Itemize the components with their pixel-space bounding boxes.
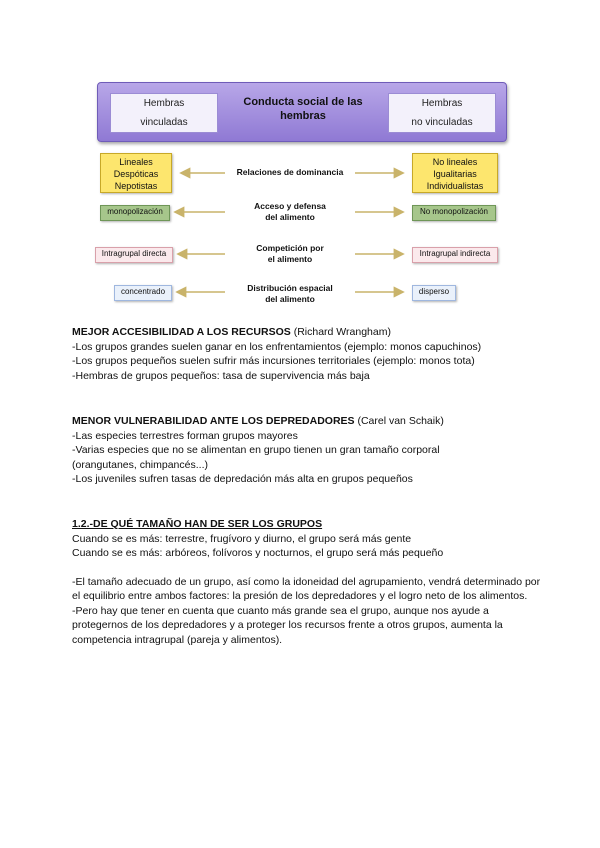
competition-label-line: Competición por <box>256 243 324 253</box>
section-predators-author: (Carel van Schaik) <box>354 415 444 427</box>
header-left-line1: Hembras <box>143 98 185 109</box>
header-right-line1: Hembras <box>421 98 463 109</box>
header-left-line2: vinculadas <box>140 117 188 128</box>
section-resources-line: -Los grupos pequeños suelen sufrir más incursiones territoriales (ejemplo: monos tota) <box>72 355 475 367</box>
competition-left-label: Intragrupal directa <box>101 249 167 258</box>
section-resources-line: -Los grupos grandes suelen ganar en los enfrentamientos (ejemplo: monos capuchinos) <box>72 340 482 353</box>
section-group-size-title: 1.2.-DE QUÉ TAMAÑO HAN DE SER LOS GRUPOS <box>72 518 323 530</box>
section-group-size-line: Cuando se es más: terrestre, frugívoro y diurno, el grupo será más gente <box>72 532 412 545</box>
access-right-label: No monopolización <box>419 207 489 216</box>
competition-right-label: Intragrupal indirecta <box>419 249 491 258</box>
section-group-size-paragraph: -Pero hay que tener en cuenta que cuanto más grande sea el grupo, aunque nos ayude a protegernos de los depredadores y a proteger los recursos frente a otros grupos, aumenta la competencia intragrupal (pareja y alimentos). <box>72 604 503 646</box>
dominance-left-line: Lineales <box>119 157 153 167</box>
section-predators-title: MENOR VULNERABILIDAD ANTE LOS DEPREDADORES <box>72 415 355 427</box>
diagram-title-line1: Conducta social de las <box>243 96 363 108</box>
dominance-right-line: Igualitarias <box>433 169 477 179</box>
access-label-line: Acceso y defensa <box>254 201 326 211</box>
distribution-label-line: Distribución espacial <box>247 283 333 293</box>
competition-label-line: el alimento <box>267 254 313 264</box>
access-left-label: monopolización <box>107 207 163 216</box>
section-predators-line: -Varias especies que no se alimentan en grupo tienen un gran tamaño corporal <box>72 444 440 456</box>
section-resources-title: MEJOR ACCESIBILIDAD A LOS RECURSOS <box>72 326 291 338</box>
distribution-right-label: disperso <box>418 287 450 296</box>
dominance-label-line: Relaciones de dominancia <box>236 167 344 177</box>
section-group-size <box>72 517 542 647</box>
dominance-right-line: No lineales <box>432 157 478 167</box>
distribution-left-label: concentrado <box>120 287 166 296</box>
distribution-label-line: del alimento <box>265 294 315 304</box>
diagram-arrows <box>0 0 600 320</box>
section-predators-line: -Las especies terrestres forman grupos mayores <box>72 429 298 442</box>
section-predators-line: (orangutanes, chimpancés...) <box>72 458 208 471</box>
section-resources <box>72 325 542 383</box>
section-group-size-line: Cuando se es más: arbóreos, folívoros y nocturnos, el grupo será más pequeño <box>72 547 444 559</box>
section-resources-line: -Hembras de grupos pequeños: tasa de supervivencia más baja <box>72 369 370 382</box>
section-group-size-paragraph: -El tamaño adecuado de un grupo, así como la idoneidad del agrupamiento, vendrá determinado por el equilibrio entre ambos factores: la presión de los depredadores y el logro neto de los alimentos. <box>72 575 541 602</box>
dominance-left-line: Nepotistas <box>114 181 158 191</box>
access-label-line: del alimento <box>265 212 315 222</box>
section-predators <box>72 414 542 487</box>
diagram-title-line2: hembras <box>280 110 326 122</box>
section-predators-line: -Los juveniles sufren tasas de depredación más alta en grupos pequeños <box>72 473 413 485</box>
dominance-left-line: Despóticas <box>113 169 159 179</box>
header-right-line2: no vinculadas <box>411 117 473 128</box>
section-resources-author: (Richard Wrangham) <box>290 326 391 338</box>
dominance-right-line: Individualistas <box>426 181 484 191</box>
